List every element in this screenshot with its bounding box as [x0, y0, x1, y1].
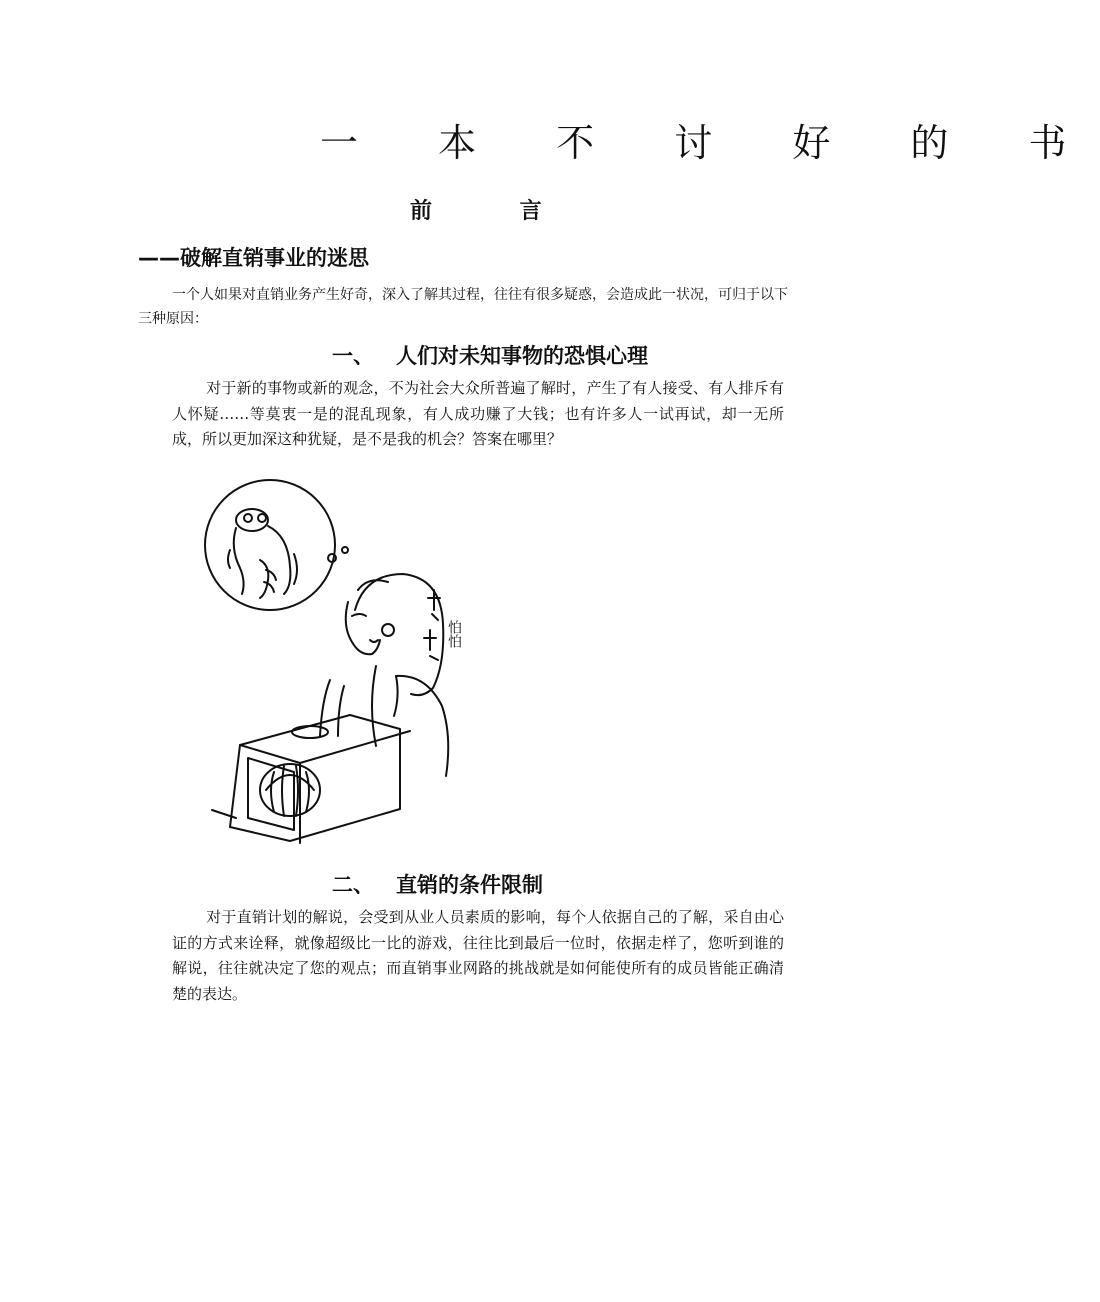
cartoon-woman-box-illustration	[170, 470, 480, 840]
preface-heading: 前 言	[410, 198, 582, 224]
section-1-paragraph	[172, 376, 784, 453]
section-1-title: 人们对未知事物的恐惧心理	[396, 344, 648, 368]
intro-paragraph	[138, 283, 788, 331]
section-1-paragraph-text: 对于新的事物或新的观念，不为社会大众所普遍了解时，产生了有人接受、有人排斥有人怀疑……等莫衷一是的混乱现象，有人成功赚了大钱；也有许多人一试再试，却一无所成，所以更加深这种犹疑，是不是我的机会？答案在哪里？	[172, 379, 784, 448]
section-2-heading	[332, 869, 543, 899]
section-2-title: 直销的条件限制	[396, 873, 543, 897]
section-2-paragraph	[172, 905, 784, 1007]
handwritten-label: 怕怕	[446, 620, 462, 648]
section-1-heading	[332, 340, 648, 370]
book-title: 一 本 不 讨 好 的 书	[320, 121, 1100, 165]
subtitle: ——破解直销事业的迷思	[138, 246, 369, 270]
creature-icon	[228, 509, 297, 598]
thought-bubble-icon	[205, 480, 335, 610]
section-2-paragraph-text: 对于直销计划的解说，会受到从业人员素质的影响，每个人依据自己的了解，采自由心证的方式来诠释，就像超级比一比的游戏，往往比到最后一位时，依据走样了，您听到谁的解说，往往就决定了您的观点；而直销事业网路的挑战就是如何能使所有的成员皆能正确清楚的表达。	[172, 908, 784, 1003]
intro-paragraph-text: 一个人如果对直销业务产生好奇，深入了解其过程，往往有很多疑惑，会造成此一状况，可归于以下三种原因：	[138, 287, 788, 327]
section-2-number: 二、	[332, 873, 374, 897]
section-1-number: 一、	[332, 344, 374, 368]
